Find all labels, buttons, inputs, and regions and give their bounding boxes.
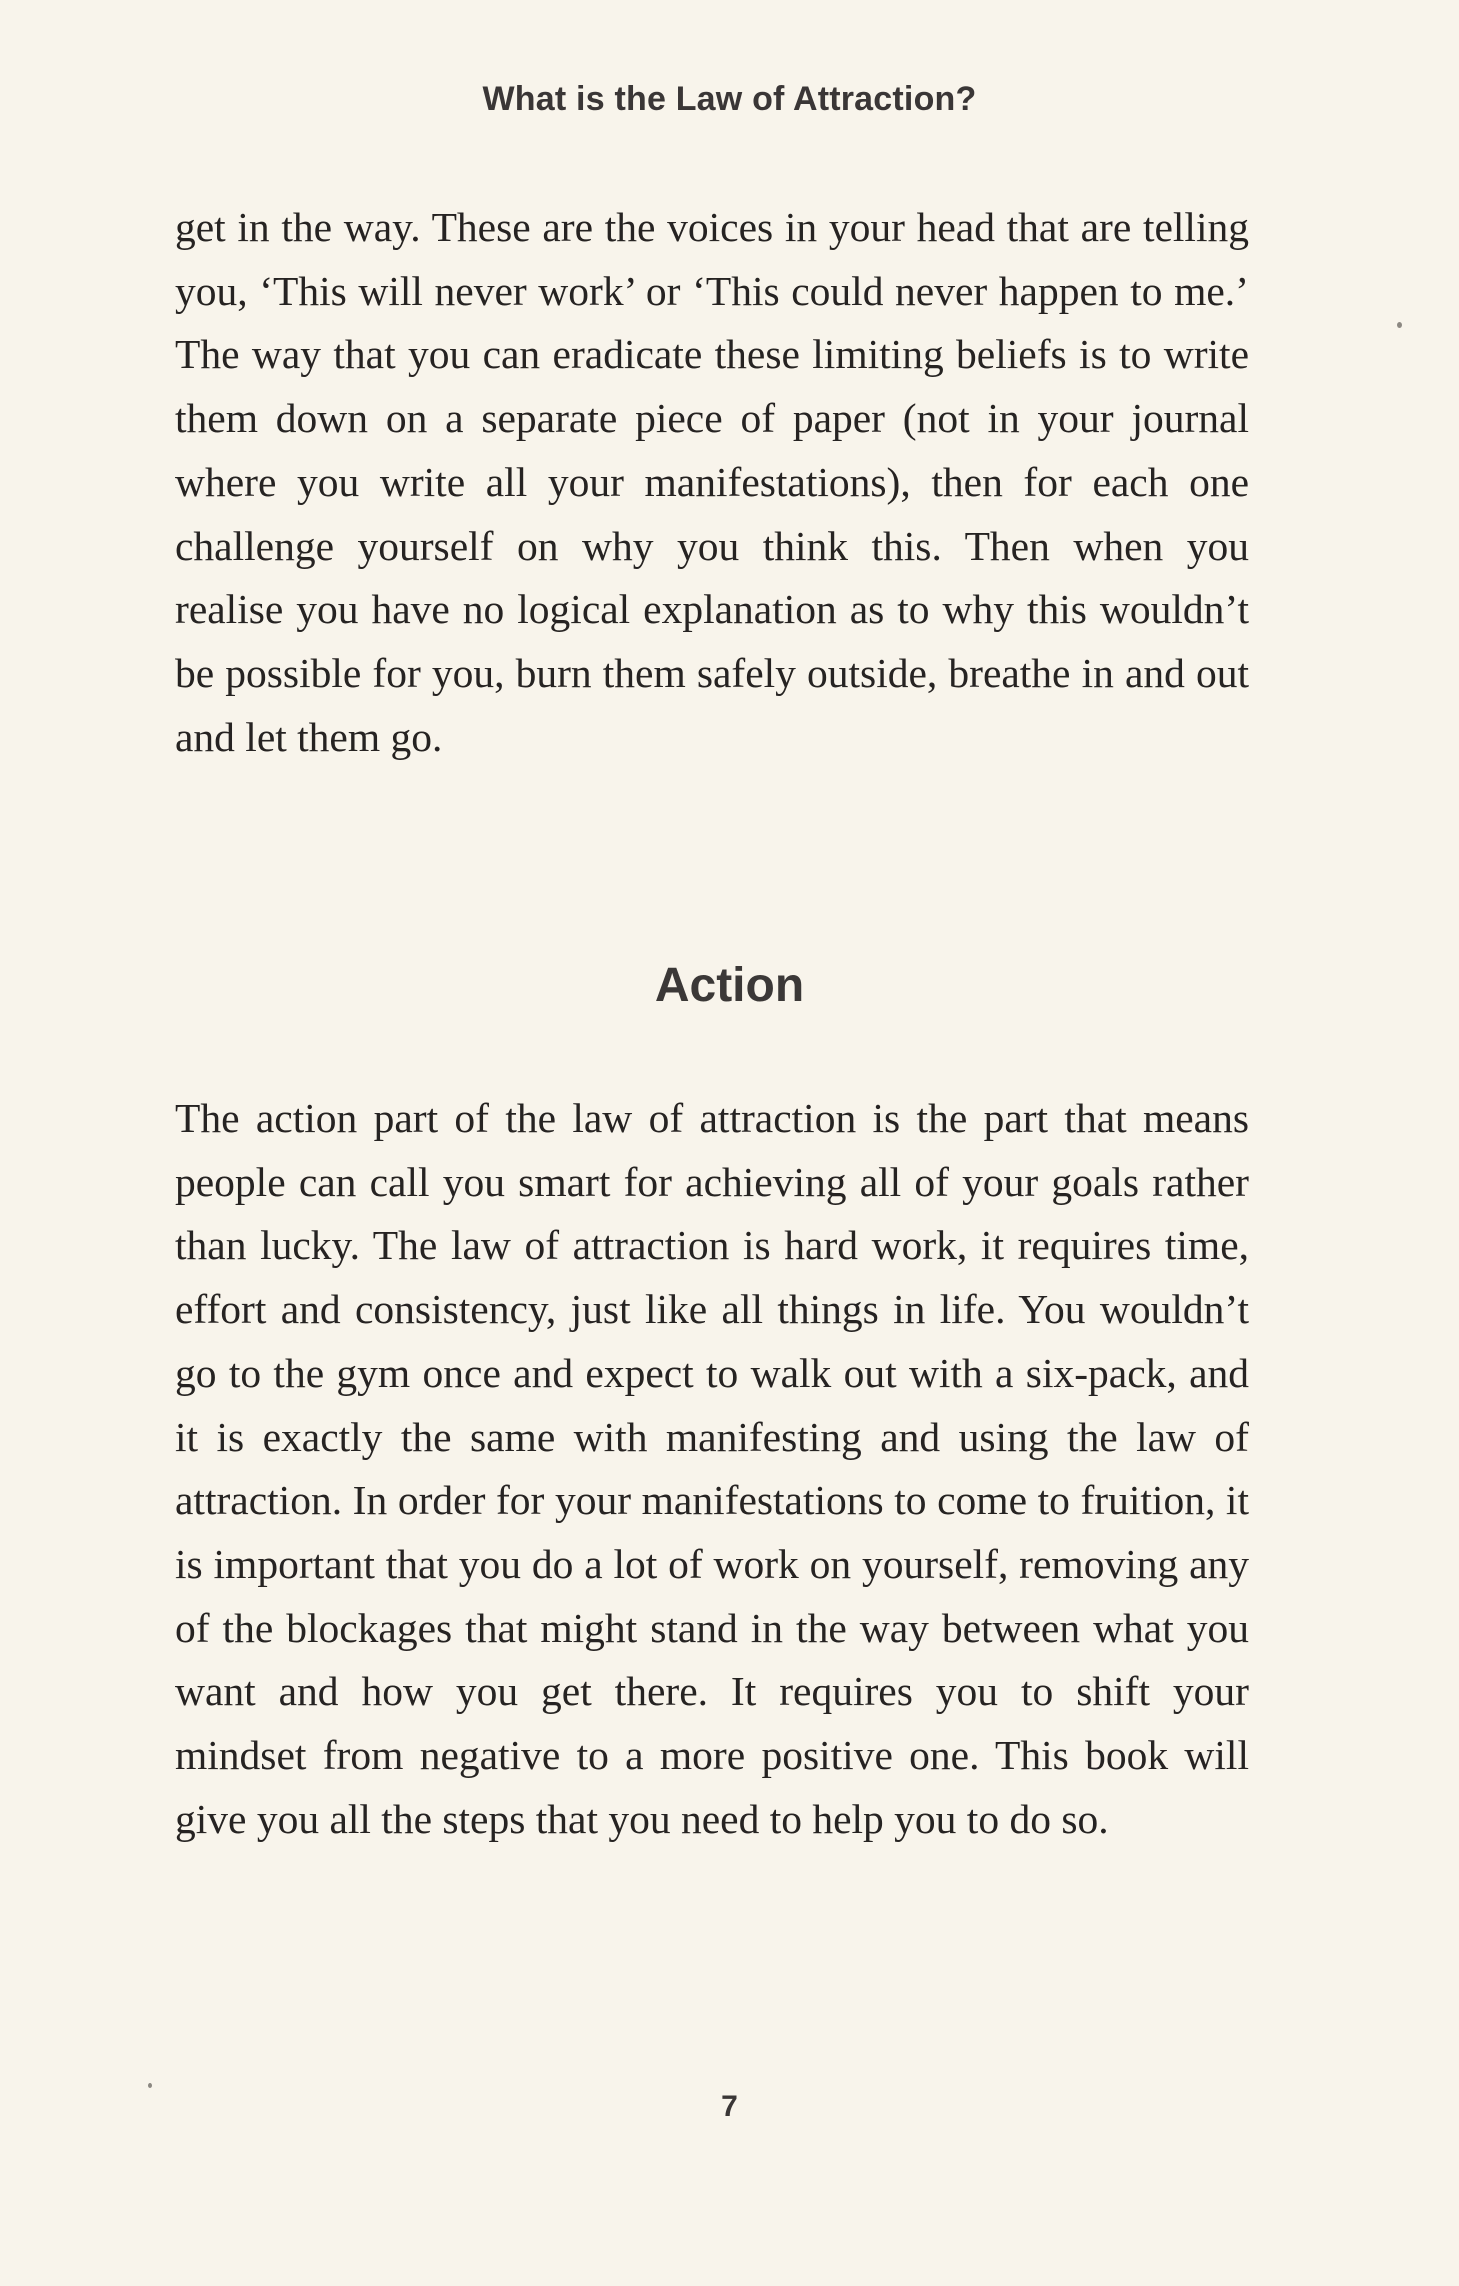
page-number: 7 — [721, 2090, 738, 2123]
paper-speck — [148, 2083, 152, 2088]
body-paragraph-2: The action part of the law of attraction is the part that means people can call you smart for achieving all of your goals rather than lucky. The law of attraction is hard work, it requires time, effort and consistency, just like all things in life. You wouldn’t go to the gym once and expect to walk out with a six-pack, and it is exactly the same with manifesting and using the law of attraction. In order for your manifestations to come to fruition, it is important that you do a lot of work on yourself, removing any of the blockages that might stand in the way between what you want and how you get there. It requires you to shift your mindset from negative to a more positive one. This book will give you all the steps that you need to help you to do so. — [175, 1095, 1249, 1842]
section-heading: Action — [654, 959, 805, 1012]
paper-speck — [1397, 322, 1402, 328]
body-paragraph-1: get in the way. These are the voices in your head that are telling you, ‘This will never work’ or ‘This could never happen to me.’ The way that you can eradicate these limiting beliefs is to write them down on a separate piece of paper (not in your journal where you write all your manifestations), then for each one challenge yourself on why you think this. Then when you realise you have no logical explanation as to why this wouldn’t be possible for you, burn them safely outside, breathe in and out and let them go. — [175, 204, 1249, 760]
running-head: What is the Law of Attraction? — [482, 80, 977, 118]
